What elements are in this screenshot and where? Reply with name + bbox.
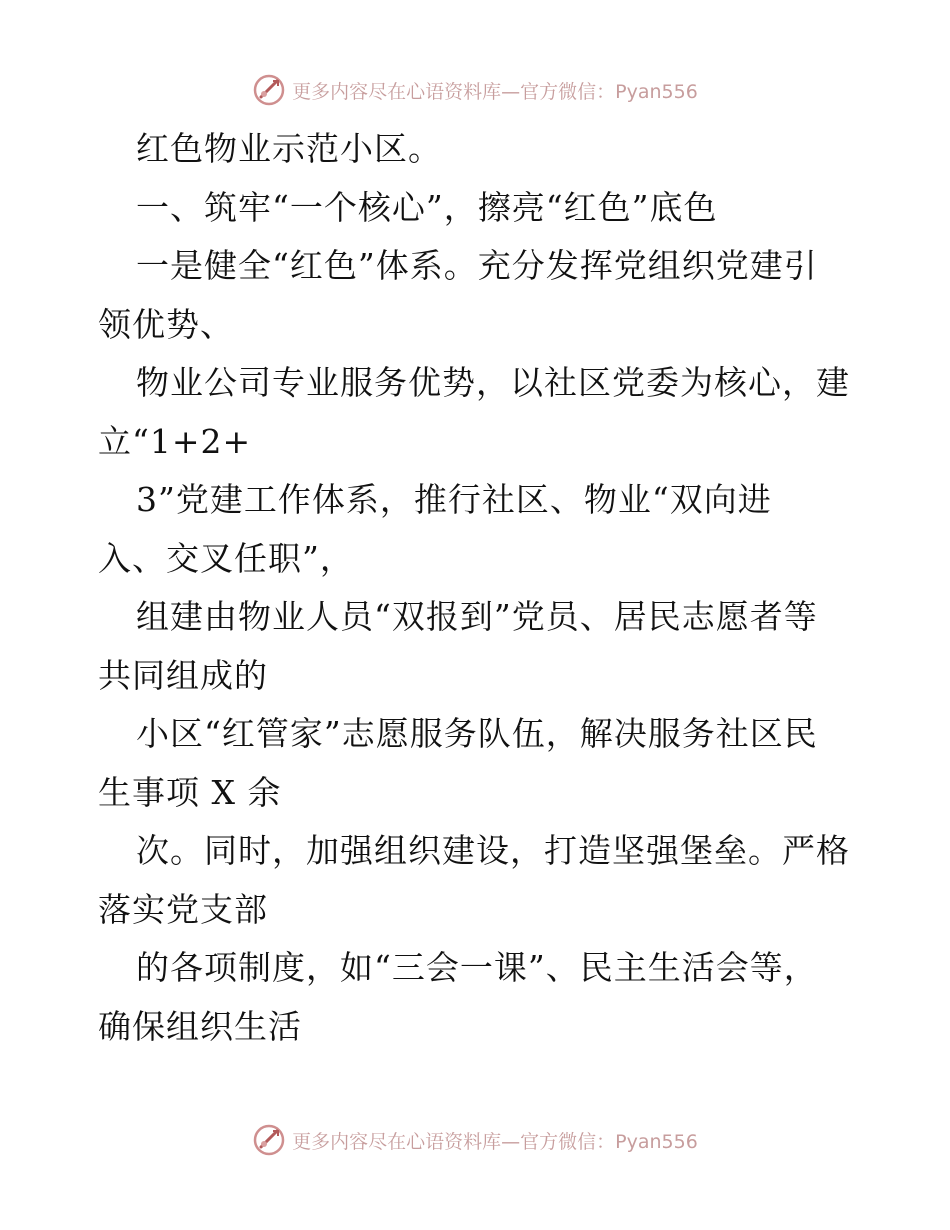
footer-watermark xyxy=(0,1120,950,1160)
document-body xyxy=(98,120,858,1056)
text-line: 共同组成的 xyxy=(98,655,268,695)
logo-icon xyxy=(252,1123,286,1157)
section-heading: 一、筑牢“一个核心”，擦亮“红色”底色 xyxy=(136,187,718,227)
text-line: 物业公司专业服务优势，以社区党委为核心，建 xyxy=(136,363,850,402)
text-line: 小区“红管家”志愿服务队伍，解决服务社区民 xyxy=(136,714,818,753)
text-line: 领优势、 xyxy=(98,304,234,344)
text-line: 红色物业示范小区。 xyxy=(136,129,442,168)
watermark-text: 更多内容尽在心语资料库—官方微信：Pyan556 xyxy=(292,1130,698,1153)
logo-icon xyxy=(252,73,286,107)
text-line: 组建由物业人员“双报到”党员、居民志愿者等 xyxy=(136,597,818,636)
text-line: 生事项 X 余 xyxy=(98,772,282,812)
text-line: 3”党建工作体系，推行社区、物业“双向进 xyxy=(136,480,772,519)
text-line: 立“1+2+ xyxy=(98,421,252,461)
text-line: 一是健全“红色”体系。充分发挥党组织党建引 xyxy=(136,246,818,285)
text-line: 次。同时，加强组织建设，打造坚强堡垒。严格 xyxy=(136,831,850,870)
header-watermark xyxy=(0,70,950,110)
text-line: 落实党支部 xyxy=(98,889,268,929)
text-line: 入、交叉任职”， xyxy=(98,538,354,578)
watermark-text: 更多内容尽在心语资料库—官方微信：Pyan556 xyxy=(292,80,698,103)
text-line: 确保组织生活 xyxy=(98,1006,302,1046)
text-line: 的各项制度，如“三会一课”、民主生活会等， xyxy=(136,948,818,987)
